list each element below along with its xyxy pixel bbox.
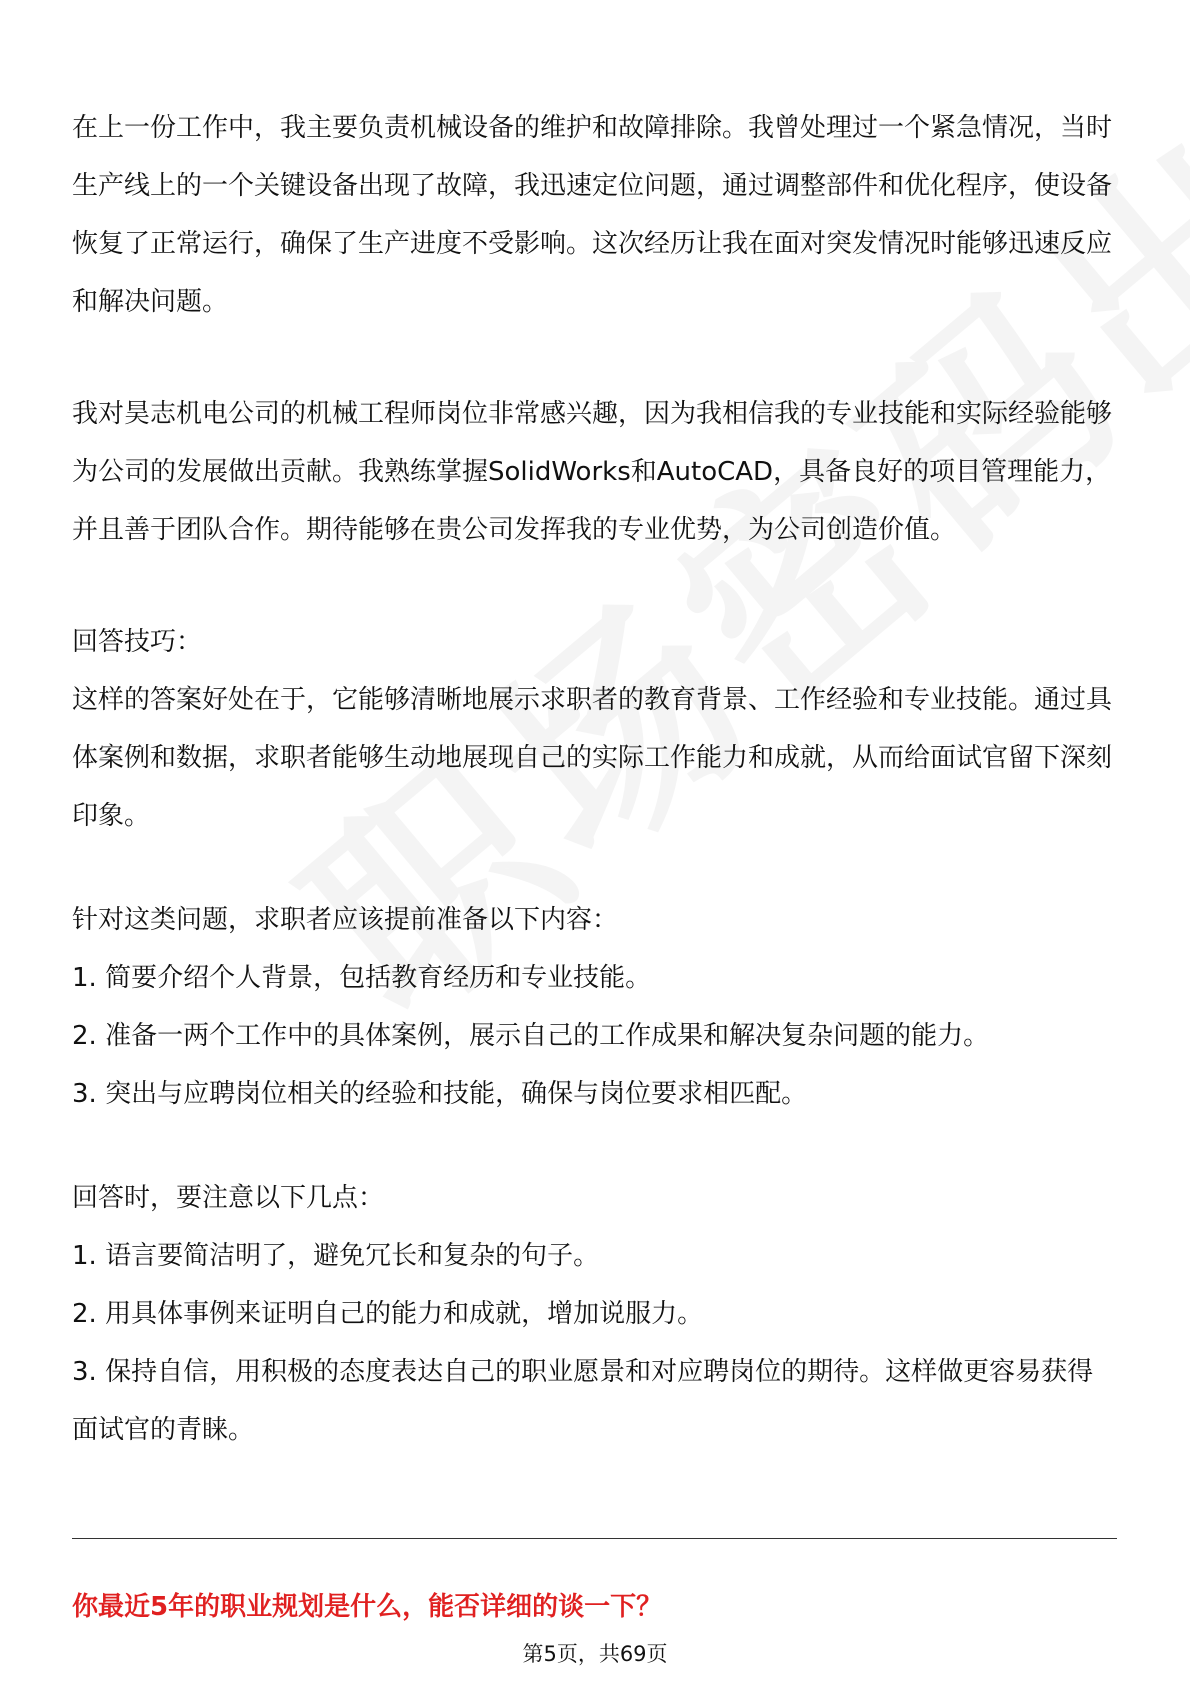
document-body bbox=[72, 99, 1117, 1459]
attention-item: 3. 保持自信，用积极的态度表达自己的职业愿景和对应聘岗位的期待。这样做更容易获得面试官的青睐。 bbox=[72, 1357, 1094, 1445]
page-footer: 第5页，共69页 bbox=[522, 1642, 668, 1666]
attention-item: 2. 用具体事例来证明自己的能力和成就，增加说服力。 bbox=[72, 1299, 704, 1329]
prepare-item: 3. 突出与应聘岗位相关的经验和技能，确保与岗位要求相匹配。 bbox=[72, 1079, 808, 1109]
prepare-item: 2. 准备一两个工作中的具体案例，展示自己的工作成果和解决复杂问题的能力。 bbox=[72, 1021, 990, 1051]
prepare-heading: 针对这类问题，求职者应该提前准备以下内容： bbox=[72, 905, 619, 935]
tips-heading: 回答技巧： bbox=[72, 627, 203, 657]
section-divider bbox=[72, 1538, 1117, 1539]
attention-item: 1. 语言要简洁明了，避免冗长和复杂的句子。 bbox=[72, 1241, 600, 1271]
prepare-item: 1. 简要介绍个人背景，包括教育经历和专业技能。 bbox=[72, 963, 652, 993]
answer-paragraph-motivation: 我对昊志机电公司的机械工程师岗位非常感兴趣，因为我相信我的专业技能和实际经验能够为公司的发展做出贡献。我熟练掌握SolidWorks和AutoCAD，具备良好的项目管理能力，并且善于团队合作。期待能够在贵公司发挥我的专业优势，为公司创造价值。 bbox=[72, 399, 1113, 545]
answer-paragraph-experience: 在上一份工作中，我主要负责机械设备的维护和故障排除。我曾处理过一个紧急情况，当时生产线上的一个关键设备出现了故障，我迅速定位问题，通过调整部件和优化程序，使设备恢复了正常运行，确保了生产进度不受影响。这次经历让我在面对突发情况时能够迅速反应和解决问题。 bbox=[72, 113, 1113, 317]
tips-body: 这样的答案好处在于，它能够清晰地展示求职者的教育背景、工作经验和专业技能。通过具体案例和数据，求职者能够生动地展现自己的实际工作能力和成就，从而给面试官留下深刻印象。 bbox=[72, 685, 1113, 831]
attention-heading: 回答时，要注意以下几点： bbox=[72, 1183, 385, 1213]
next-question-heading: 你最近5年的职业规划是什么，能否详细的谈一下？ bbox=[72, 1592, 663, 1622]
